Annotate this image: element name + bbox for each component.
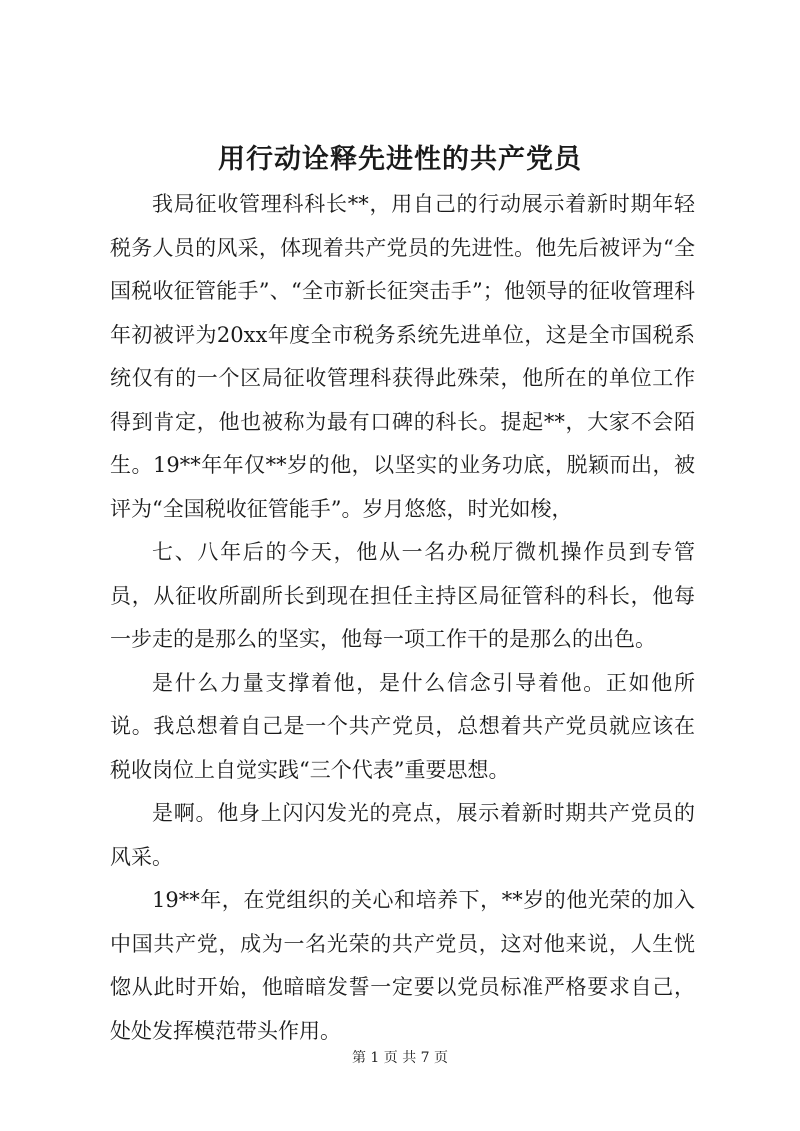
document-body [110,183,695,1053]
paragraph-2: 七、八年后的今天，他从一名办税厅微机操作员到专管员，从征收所副所长到现在担任主持区局征管科的科长，他每一步走的是那么的坚实，他每一项工作干的是那么的出色。 [110,540,695,651]
paragraph-3: 是什么力量支撑着他，是什么信念引导着他。正如他所说。我总想着自己是一个共产党员，总想着共产党员就应该在税收岗位上自觉实践“三个代表”重要思想。 [110,670,695,782]
page-number-footer: 第 1 页 共 7 页 [351,1050,449,1066]
paragraph-1: 我局征收管理科科长**，用自己的行动展示着新时期年轻税务人员的风采，体现着共产党员的先进性。他先后被评为“全国税收征管能手”、“全市新长征突击手”；他领导的征收管理科年初被评为20xx年度全市税务系统先进单位，这是全市国税系统仅有的一个区局征收管理科获得此殊荣，他所在的单位工作得到肯定，他也被称为最有口碑的科长。提起**，大家不会陌生。19**年年仅**岁的他，以坚实的业务功底，脱颖而出，被评为“全国税收征管能手”。岁月悠悠，时光如梭， [110,192,695,521]
paragraph-5: 19**年，在党组织的关心和培养下，**岁的他光荣的加入中国共产党，成为一名光荣的共产党员，这对他来说，人生恍惚从此时开始，他暗暗发誓一定要以党员标准严格要求自己，处处发挥模范带头作用。 [110,888,695,1043]
paragraph-4: 是啊。他身上闪闪发光的亮点，展示着新时期共产党员的风采。 [110,801,695,869]
document-title: 用行动诠释先进性的共产党员 [218,144,582,175]
